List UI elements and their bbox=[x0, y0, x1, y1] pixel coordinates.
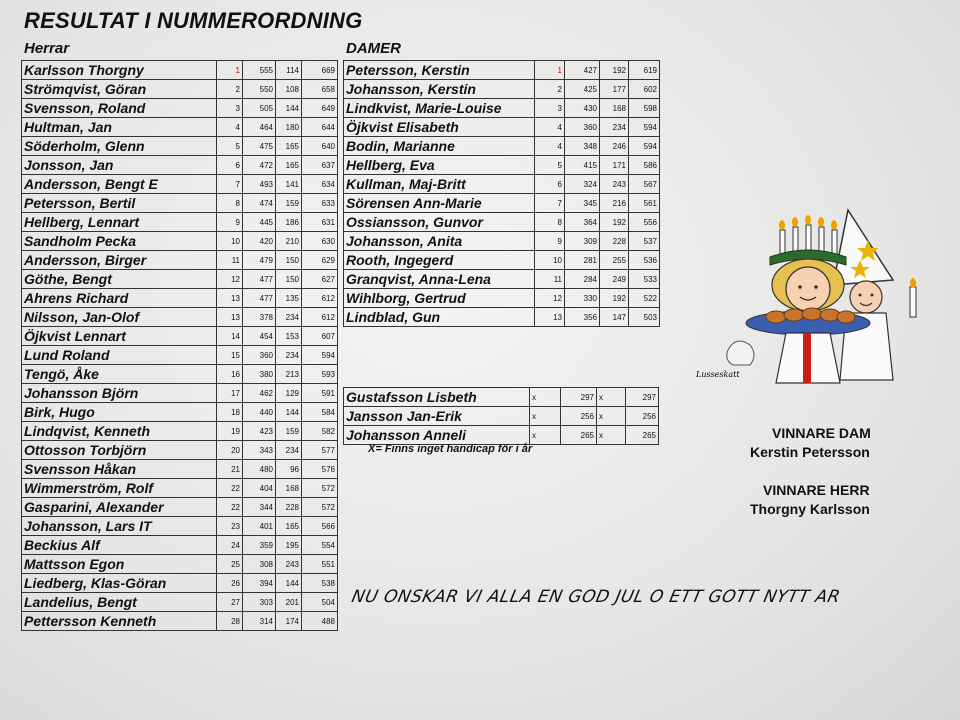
table-row bbox=[22, 289, 338, 308]
placement: 11 bbox=[535, 270, 565, 289]
total: 612 bbox=[302, 289, 338, 308]
handicap: 243 bbox=[600, 175, 629, 194]
total: 577 bbox=[302, 441, 338, 460]
placement: 8 bbox=[217, 194, 243, 213]
table-row bbox=[344, 270, 660, 289]
table-row bbox=[22, 346, 338, 365]
player-name: Söderholm, Glenn bbox=[22, 137, 217, 156]
score: 477 bbox=[243, 270, 276, 289]
handicap: 243 bbox=[276, 555, 302, 574]
placement: 27 bbox=[217, 593, 243, 612]
placement: 12 bbox=[217, 270, 243, 289]
handicap: 144 bbox=[276, 574, 302, 593]
handicap: 108 bbox=[276, 80, 302, 99]
total: 567 bbox=[629, 175, 660, 194]
page-title: RESULTAT I NUMMERORDNING bbox=[24, 8, 363, 33]
handicap: 150 bbox=[276, 270, 302, 289]
handicap: 246 bbox=[600, 137, 629, 156]
damer-table bbox=[343, 60, 660, 327]
handicap: 141 bbox=[276, 175, 302, 194]
score: 401 bbox=[243, 517, 276, 536]
handicap: 192 bbox=[600, 61, 629, 80]
table-row bbox=[22, 213, 338, 232]
handicap: 144 bbox=[276, 99, 302, 118]
table-row bbox=[22, 536, 338, 555]
damer-label: DAMER bbox=[346, 40, 401, 57]
total: 536 bbox=[629, 251, 660, 270]
player-name: Petersson, Bertil bbox=[22, 194, 217, 213]
score: 474 bbox=[243, 194, 276, 213]
total: 598 bbox=[629, 99, 660, 118]
placement: 19 bbox=[217, 422, 243, 441]
total: 582 bbox=[302, 422, 338, 441]
total: 256 bbox=[626, 407, 659, 426]
total: 594 bbox=[629, 118, 660, 137]
player-name: Strömqvist, Göran bbox=[22, 80, 217, 99]
table-row bbox=[22, 61, 338, 80]
table-row bbox=[344, 407, 659, 426]
handicap: 210 bbox=[276, 232, 302, 251]
score: 344 bbox=[243, 498, 276, 517]
player-name: Johansson, Lars IT bbox=[22, 517, 217, 536]
handicap: 234 bbox=[600, 118, 629, 137]
player-name: Wihlborg, Gertrud bbox=[344, 289, 535, 308]
herrar-table bbox=[21, 60, 338, 631]
table-row bbox=[344, 388, 659, 407]
player-name: Jansson Jan-Erik bbox=[344, 407, 530, 426]
score: 308 bbox=[243, 555, 276, 574]
table-row bbox=[344, 289, 660, 308]
total: 572 bbox=[302, 479, 338, 498]
score: 404 bbox=[243, 479, 276, 498]
table-row bbox=[344, 99, 660, 118]
total: 649 bbox=[302, 99, 338, 118]
total: 630 bbox=[302, 232, 338, 251]
table-row bbox=[22, 327, 338, 346]
greeting-text: NU ONSKAR VI ALLA EN GOD JUL O ETT GOTT NYTT AR bbox=[349, 587, 843, 607]
table-row bbox=[344, 137, 660, 156]
score: 425 bbox=[565, 80, 600, 99]
total: 561 bbox=[629, 194, 660, 213]
placement: x bbox=[530, 426, 561, 445]
table-row bbox=[344, 213, 660, 232]
total: 602 bbox=[629, 80, 660, 99]
winner-herr-name: Thorgny Karlsson bbox=[750, 501, 870, 517]
player-name: Svensson, Roland bbox=[22, 99, 217, 118]
placement: 11 bbox=[217, 251, 243, 270]
score: 314 bbox=[243, 612, 276, 631]
score: 430 bbox=[565, 99, 600, 118]
total: 297 bbox=[626, 388, 659, 407]
handicap: 153 bbox=[276, 327, 302, 346]
score: 550 bbox=[243, 80, 276, 99]
total: 572 bbox=[302, 498, 338, 517]
total: 612 bbox=[302, 308, 338, 327]
table-row bbox=[22, 403, 338, 422]
winner-dam-label: VINNARE DAM bbox=[772, 425, 871, 441]
table-row bbox=[22, 175, 338, 194]
handicap: 147 bbox=[600, 308, 629, 327]
table-row bbox=[22, 137, 338, 156]
table-row bbox=[22, 498, 338, 517]
total: 537 bbox=[629, 232, 660, 251]
total: 504 bbox=[302, 593, 338, 612]
score: 445 bbox=[243, 213, 276, 232]
table-row bbox=[22, 555, 338, 574]
player-name: Öjkvist Elisabeth bbox=[344, 118, 535, 137]
score: 415 bbox=[565, 156, 600, 175]
table-row bbox=[22, 194, 338, 213]
placement: 28 bbox=[217, 612, 243, 631]
player-name: Pettersson Kenneth bbox=[22, 612, 217, 631]
handicap: 168 bbox=[276, 479, 302, 498]
placement: 4 bbox=[535, 137, 565, 156]
score: 394 bbox=[243, 574, 276, 593]
total: 634 bbox=[302, 175, 338, 194]
total: 629 bbox=[302, 251, 338, 270]
total: 554 bbox=[302, 536, 338, 555]
placement: 14 bbox=[217, 327, 243, 346]
player-name: Tengö, Åke bbox=[22, 365, 217, 384]
total: 607 bbox=[302, 327, 338, 346]
score: 420 bbox=[243, 232, 276, 251]
player-name: Johansson, Anita bbox=[344, 232, 535, 251]
total: 538 bbox=[302, 574, 338, 593]
placement: 9 bbox=[535, 232, 565, 251]
total: 644 bbox=[302, 118, 338, 137]
player-name: Andersson, Birger bbox=[22, 251, 217, 270]
player-name: Lindqvist, Kenneth bbox=[22, 422, 217, 441]
total: 640 bbox=[302, 137, 338, 156]
player-name: Johansson Anneli bbox=[344, 426, 530, 445]
score: 464 bbox=[243, 118, 276, 137]
table-row bbox=[22, 365, 338, 384]
score: 281 bbox=[565, 251, 600, 270]
handicap: 114 bbox=[276, 61, 302, 80]
score: 303 bbox=[243, 593, 276, 612]
handicap: 201 bbox=[276, 593, 302, 612]
player-name: Jonsson, Jan bbox=[22, 156, 217, 175]
player-name: Granqvist, Anna-Lena bbox=[344, 270, 535, 289]
placement: 13 bbox=[535, 308, 565, 327]
placement: 5 bbox=[535, 156, 565, 175]
handicap: 174 bbox=[276, 612, 302, 631]
score: 348 bbox=[565, 137, 600, 156]
score: 462 bbox=[243, 384, 276, 403]
handicap: 213 bbox=[276, 365, 302, 384]
table-row bbox=[22, 422, 338, 441]
handicap: 255 bbox=[600, 251, 629, 270]
score: 454 bbox=[243, 327, 276, 346]
placement: 7 bbox=[535, 194, 565, 213]
table-row bbox=[22, 251, 338, 270]
handicap: x bbox=[597, 426, 626, 445]
table-row bbox=[344, 194, 660, 213]
score: 360 bbox=[243, 346, 276, 365]
table-row bbox=[344, 308, 660, 327]
total: 637 bbox=[302, 156, 338, 175]
player-name: Beckius Alf bbox=[22, 536, 217, 555]
player-name: Hellberg, Eva bbox=[344, 156, 535, 175]
table-row bbox=[22, 308, 338, 327]
table-row bbox=[344, 426, 659, 445]
total: 627 bbox=[302, 270, 338, 289]
player-name: Sandholm Pecka bbox=[22, 232, 217, 251]
handicap: 144 bbox=[276, 403, 302, 422]
placement: 20 bbox=[217, 441, 243, 460]
lucia-illustration-icon bbox=[688, 205, 928, 395]
score: 472 bbox=[243, 156, 276, 175]
table-row bbox=[344, 156, 660, 175]
player-name: Mattsson Egon bbox=[22, 555, 217, 574]
score: 343 bbox=[243, 441, 276, 460]
player-name: Sörensen Ann-Marie bbox=[344, 194, 535, 213]
score: 330 bbox=[565, 289, 600, 308]
handicap: 165 bbox=[276, 156, 302, 175]
player-name: Birk, Hugo bbox=[22, 403, 217, 422]
table-row bbox=[344, 175, 660, 194]
score: 297 bbox=[561, 388, 597, 407]
player-name: Bodin, Marianne bbox=[344, 137, 535, 156]
player-name: Göthe, Bengt bbox=[22, 270, 217, 289]
player-name: Lindkvist, Marie-Louise bbox=[344, 99, 535, 118]
handicap: 96 bbox=[276, 460, 302, 479]
player-name: Petersson, Kerstin bbox=[344, 61, 535, 80]
score: 265 bbox=[561, 426, 597, 445]
handicap: 180 bbox=[276, 118, 302, 137]
placement: 10 bbox=[535, 251, 565, 270]
winner-dam-name: Kerstin Petersson bbox=[750, 444, 870, 460]
handicap: 165 bbox=[276, 137, 302, 156]
total: 533 bbox=[629, 270, 660, 289]
handicap: 228 bbox=[600, 232, 629, 251]
score: 309 bbox=[565, 232, 600, 251]
table-row bbox=[22, 384, 338, 403]
placement: 18 bbox=[217, 403, 243, 422]
score: 427 bbox=[565, 61, 600, 80]
handicap: 186 bbox=[276, 213, 302, 232]
score: 359 bbox=[243, 536, 276, 555]
player-name: Rooth, Ingegerd bbox=[344, 251, 535, 270]
placement: 4 bbox=[217, 118, 243, 137]
placement: 9 bbox=[217, 213, 243, 232]
total: 488 bbox=[302, 612, 338, 631]
total: 556 bbox=[629, 213, 660, 232]
score: 284 bbox=[565, 270, 600, 289]
total: 591 bbox=[302, 384, 338, 403]
placement: 2 bbox=[217, 80, 243, 99]
placement: 13 bbox=[217, 308, 243, 327]
score: 505 bbox=[243, 99, 276, 118]
table-row bbox=[22, 118, 338, 137]
placement: 26 bbox=[217, 574, 243, 593]
score: 477 bbox=[243, 289, 276, 308]
score: 555 bbox=[243, 61, 276, 80]
placement: 17 bbox=[217, 384, 243, 403]
score: 480 bbox=[243, 460, 276, 479]
placement: 6 bbox=[217, 156, 243, 175]
handicap: 228 bbox=[276, 498, 302, 517]
table-row bbox=[344, 61, 660, 80]
player-name: Hellberg, Lennart bbox=[22, 213, 217, 232]
handicap: 177 bbox=[600, 80, 629, 99]
total: 633 bbox=[302, 194, 338, 213]
placement: 1 bbox=[535, 61, 565, 80]
score: 423 bbox=[243, 422, 276, 441]
player-name: Liedberg, Klas-Göran bbox=[22, 574, 217, 593]
score: 440 bbox=[243, 403, 276, 422]
placement: 22 bbox=[217, 498, 243, 517]
score: 360 bbox=[565, 118, 600, 137]
table-row bbox=[22, 460, 338, 479]
score: 479 bbox=[243, 251, 276, 270]
total: 584 bbox=[302, 403, 338, 422]
placement: x bbox=[530, 407, 561, 426]
handicap: 165 bbox=[276, 517, 302, 536]
player-name: Öjkvist Lennart bbox=[22, 327, 217, 346]
extra-table bbox=[343, 387, 659, 445]
placement: 15 bbox=[217, 346, 243, 365]
handicap: 150 bbox=[276, 251, 302, 270]
player-name: Johansson, Kerstin bbox=[344, 80, 535, 99]
score: 256 bbox=[561, 407, 597, 426]
placement: 7 bbox=[217, 175, 243, 194]
placement: 22 bbox=[217, 479, 243, 498]
total: 594 bbox=[629, 137, 660, 156]
player-name: Lund Roland bbox=[22, 346, 217, 365]
player-name: Johansson Björn bbox=[22, 384, 217, 403]
player-name: Gasparini, Alexander bbox=[22, 498, 217, 517]
table-row bbox=[22, 574, 338, 593]
placement: 16 bbox=[217, 365, 243, 384]
total: 594 bbox=[302, 346, 338, 365]
score: 380 bbox=[243, 365, 276, 384]
handicap: 234 bbox=[276, 441, 302, 460]
total: 631 bbox=[302, 213, 338, 232]
table-row bbox=[22, 232, 338, 251]
table-row bbox=[344, 232, 660, 251]
handicap: 249 bbox=[600, 270, 629, 289]
table-row bbox=[22, 593, 338, 612]
player-name: Nilsson, Jan-Olof bbox=[22, 308, 217, 327]
handicap: 234 bbox=[276, 346, 302, 365]
player-name: Ottosson Torbjörn bbox=[22, 441, 217, 460]
table-row bbox=[22, 270, 338, 289]
handicap: 159 bbox=[276, 194, 302, 213]
player-name: Wimmerström, Rolf bbox=[22, 479, 217, 498]
handicap: 168 bbox=[600, 99, 629, 118]
placement: 4 bbox=[535, 118, 565, 137]
handicap: 216 bbox=[600, 194, 629, 213]
table-row bbox=[22, 99, 338, 118]
table-row bbox=[344, 251, 660, 270]
table-row bbox=[22, 517, 338, 536]
placement: 21 bbox=[217, 460, 243, 479]
total: 669 bbox=[302, 61, 338, 80]
total: 265 bbox=[626, 426, 659, 445]
table-row bbox=[22, 80, 338, 99]
handicap: 135 bbox=[276, 289, 302, 308]
total: 576 bbox=[302, 460, 338, 479]
placement: 23 bbox=[217, 517, 243, 536]
handicap-note: X= Finns inget handicap för i år bbox=[368, 443, 533, 455]
total: 593 bbox=[302, 365, 338, 384]
score: 475 bbox=[243, 137, 276, 156]
player-name: Ossiansson, Gunvor bbox=[344, 213, 535, 232]
illustration-caption: Lusseskatt bbox=[696, 370, 740, 379]
player-name: Hultman, Jan bbox=[22, 118, 217, 137]
placement: 24 bbox=[217, 536, 243, 555]
table-row bbox=[22, 156, 338, 175]
player-name: Andersson, Bengt E bbox=[22, 175, 217, 194]
total: 619 bbox=[629, 61, 660, 80]
total: 658 bbox=[302, 80, 338, 99]
herrar-label: Herrar bbox=[24, 40, 70, 57]
handicap: x bbox=[597, 407, 626, 426]
placement: 1 bbox=[217, 61, 243, 80]
player-name: Kullman, Maj-Britt bbox=[344, 175, 535, 194]
player-name: Svensson Håkan bbox=[22, 460, 217, 479]
placement: 2 bbox=[535, 80, 565, 99]
handicap: x bbox=[597, 388, 626, 407]
placement: 10 bbox=[217, 232, 243, 251]
handicap: 159 bbox=[276, 422, 302, 441]
score: 493 bbox=[243, 175, 276, 194]
player-name: Ahrens Richard bbox=[22, 289, 217, 308]
placement: 8 bbox=[535, 213, 565, 232]
score: 324 bbox=[565, 175, 600, 194]
table-row bbox=[22, 612, 338, 631]
total: 503 bbox=[629, 308, 660, 327]
table-row bbox=[22, 441, 338, 460]
total: 586 bbox=[629, 156, 660, 175]
handicap: 192 bbox=[600, 213, 629, 232]
player-name: Gustafsson Lisbeth bbox=[344, 388, 530, 407]
table-row bbox=[344, 118, 660, 137]
score: 364 bbox=[565, 213, 600, 232]
total: 551 bbox=[302, 555, 338, 574]
total: 566 bbox=[302, 517, 338, 536]
placement: x bbox=[530, 388, 561, 407]
handicap: 195 bbox=[276, 536, 302, 555]
placement: 3 bbox=[535, 99, 565, 118]
placement: 12 bbox=[535, 289, 565, 308]
score: 356 bbox=[565, 308, 600, 327]
score: 378 bbox=[243, 308, 276, 327]
player-name: Karlsson Thorgny bbox=[22, 61, 217, 80]
placement: 3 bbox=[217, 99, 243, 118]
player-name: Lindblad, Gun bbox=[344, 308, 535, 327]
player-name: Landelius, Bengt bbox=[22, 593, 217, 612]
total: 522 bbox=[629, 289, 660, 308]
placement: 6 bbox=[535, 175, 565, 194]
winner-herr-label: VINNARE HERR bbox=[763, 482, 870, 498]
score: 345 bbox=[565, 194, 600, 213]
handicap: 129 bbox=[276, 384, 302, 403]
placement: 13 bbox=[217, 289, 243, 308]
table-row bbox=[22, 479, 338, 498]
handicap: 192 bbox=[600, 289, 629, 308]
handicap: 171 bbox=[600, 156, 629, 175]
handicap: 234 bbox=[276, 308, 302, 327]
placement: 5 bbox=[217, 137, 243, 156]
placement: 25 bbox=[217, 555, 243, 574]
table-row bbox=[344, 80, 660, 99]
